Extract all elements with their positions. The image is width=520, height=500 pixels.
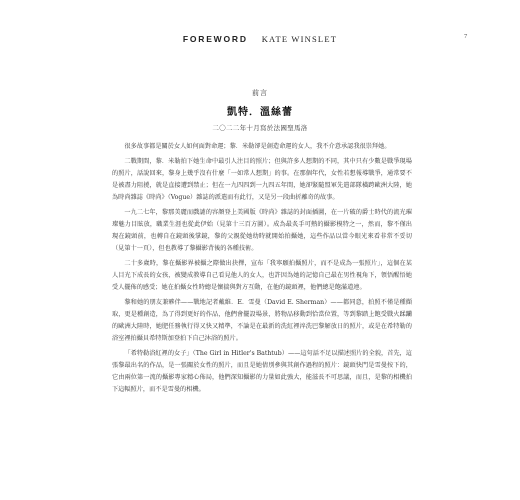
paragraph: 很多故事都是關於女人如何面對命運；黎．米勒卻是創造命運的女人，我不介意承認我很崇拜她。 [124, 143, 391, 150]
foreword-dateline: 二〇二二年十月寫於法國聖馬洛 [212, 124, 308, 132]
foreword-author-name: 凱特．溫絲蕾 [227, 107, 293, 118]
foreword-title-block [0, 88, 520, 132]
running-header [0, 34, 520, 45]
foreword-body [112, 141, 412, 399]
paragraph: 黎和她的朋友兼夥伴——戰地記者戴維．E．雪曼（David E. Sherman）——都同意，拍照不僅是種擷取，更是種創造，為了得到更好的作品，他們會擺設場景，將物品移動到恰當位置，等到黎踏上飽受戰火蹂躪的歐洲大陸時，她肥任務執行得又快又精準，不論是在最新的洗紅裡淬洗巴黎解放日的照片，或是在希特勒的浴室裡拍攝貝希特斯加登拍下自己沐浴的照片。 [112, 299, 412, 342]
section-title: FOREWORD [182, 34, 248, 44]
paragraph: 二十多歲時，黎在攝影界被攝之際做出抉擇，宣布「我寧願拍攝照片，而不是成為一張照片」，這個在某人目光下成長的女孩，被變成教導自己看見他人的女人，也許因為她的記憶自己最在男性視角下，領悟醒悟她受人擺佈的感受；她在拍攝女性時總是懷揣與對方互動，在他的鏡頭裡，他們總是飽滿道連。 [112, 260, 412, 291]
paragraph: 「希特勒浴紅裡的女子」（The Girl in Hitler's Bathtub）——這句話不足以描述照片的全貌，首先，這張黎最出名的作品，是一張關於女性的照片，而且是她倩別參與其創作過程的照片：鏡頭快門是雪曼按下的，它由兩位第一流的攝影專家精心佈局，他們深知攝影的力量如此強大，能滋長不可思議，而且，是黎的相機拍下這幅照片，而不是雪曼的相機。 [112, 350, 412, 393]
foreword-label: 前言 [252, 89, 268, 97]
page-number: 7 [464, 33, 468, 40]
paragraph: 一九二七年，黎那美麗而戲謔的容顏登上美國版《時尚》雜誌的封面插圖，在一片破的爵士時代的流光璀璨魅力目眩放，職業生涯也從此伊始（見第十三百方圖）。成為最炙手可熱的攝影模特之一，然而，黎不僅出現在鏡頭前，也轉自在鏡頭後掌鏡，黎的父親從她幼時就開始拍攝她，這些作品以當今眼光來看非常不妥切（見第十一頁），但也教導了黎攝影背後的各種技術。 [112, 209, 412, 252]
running-author: KATE WINSLET [261, 34, 338, 44]
paragraph: 二戰期間，黎．米勒拍下她生命中最引人注目的照片；但與許多人想期的不同，其中只有少數是戰爭現場的照片，話說回來，黎身上幾乎沒有什麼「一如常人想期」的事。在那個年代，女性若想報導戰爭，通常要不是被盡力阻撓，就是直接遭到禁止；但在一九四四到一九四五年間，她卻緊隨盟軍先遣部隊橫跨歐洲大陸，她為時尚雜誌《時尚》（Vogue）雜誌的派遣而有此行，又是另一段曲折離奇的故事。 [112, 158, 412, 201]
